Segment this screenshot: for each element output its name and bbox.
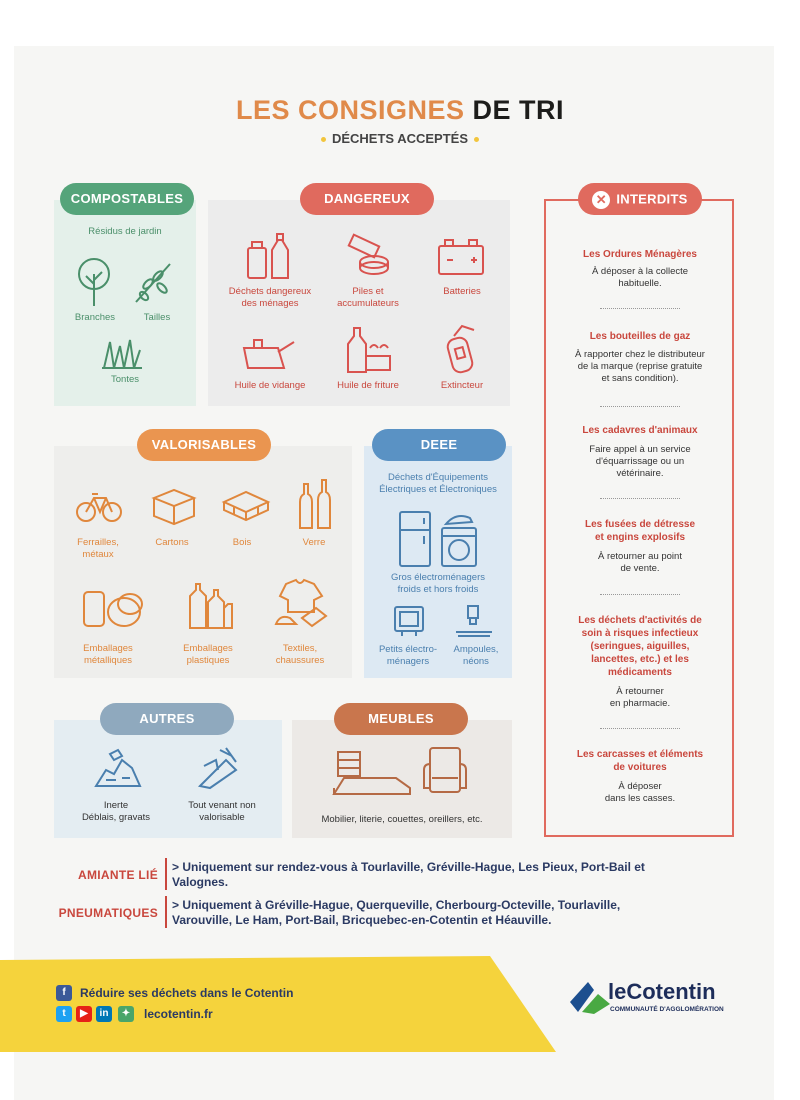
meubles-title: MEUBLES [334,703,468,735]
compostables-item-tailles: Tailles [143,312,171,323]
deee-subtitle-line2: Électriques et Électroniques [379,484,497,495]
branch-icon [132,258,176,306]
valorisables-item-6-line2: plastiques [186,655,230,666]
interdits-item-2-head: Les bouteilles de gaz [589,331,691,342]
frying-oil-icon [340,322,396,374]
interdits-item-6-head2: de voitures [613,762,667,773]
interdits-item-5-head3: (seringues, aiguilles, [590,641,690,652]
pneumatiques-divider [165,896,167,928]
dangereux-item-1-line1: Déchets dangereux [228,286,312,297]
cardboard-icon [148,480,198,528]
bulb-icon [454,602,494,638]
interdits-item-3-text1: Faire appel à un service [589,444,691,455]
meubles-caption: Mobilier, literie, couettes, oreillers, etc. [321,814,483,825]
deee-item-1-line1: Gros électroménagers [391,572,485,583]
lecotentin-logo-subtitle: COMMUNAUTÉ D'AGGLOMÉRATION [610,1006,724,1013]
dangereux-item-4-line1: Huile de vidange [234,380,306,391]
interdits-item-4-text1: À retourner au point [598,551,682,562]
valorisables-item-5-line1: Emballages [83,643,133,654]
interdits-separator [600,308,680,309]
extinguisher-icon [440,320,480,376]
deee-subtitle-line1: Déchets d'Équipements [387,472,489,483]
amiante-divider [165,858,167,890]
dangereux-item-5-line1: Huile de friture [337,380,399,391]
twitter-icon[interactable]: t [56,1006,72,1022]
autres-item-1-line2: Déblais, gravats [81,812,151,823]
page-title: LES CONSIGNES DE TRI [235,95,565,125]
youtube-icon[interactable]: ▶ [76,1006,92,1022]
interdits-item-2-text2: de la marque (reprise gratuite [577,361,703,372]
interdits-item-5-head4: lancettes, etc.) et les [591,654,689,665]
interdits-item-3-text2: d'équarrissage ou un [595,456,685,467]
plastic-bottles-icon [186,580,234,630]
bicycle-icon [76,488,122,524]
deee-title: DEEE [372,429,506,461]
facebook-icon[interactable]: f [56,985,72,1001]
interdits-item-2-text1: À rapporter chez le distributeur [575,349,705,360]
interdits-item-6-text1: À déposer [618,781,662,792]
batteries-icon [344,230,394,280]
compostables-title: COMPOSTABLES [60,183,194,215]
interdits-separator [600,406,680,407]
compostables-item-tontes: Tontes [111,374,139,385]
small-appliance-icon [392,604,426,638]
amiante-label: AMIANTE LIÉ [78,868,158,882]
interdits-item-5-head2: soin à risques infectieux [581,628,699,639]
interdits-item-1-text1: À déposer à la collecte [591,266,689,277]
grass-icon [100,336,144,370]
interdits-item-5-text2: en pharmacie. [609,698,671,709]
interdits-title-pill: ✕ INTERDITS [578,183,702,215]
valorisables-item-1-line1: Ferrailles, [77,537,119,548]
page-subtitle: DÉCHETS ACCEPTÉS [0,131,800,146]
tree-icon [73,254,115,308]
interdits-item-5-head1: Les déchets d'activités de [578,615,702,626]
interdits-item-4-head1: Les fusées de détresse [584,519,696,530]
valorisables-item-4-line1: Verre [302,537,326,548]
linkedin-icon[interactable]: in [96,1006,112,1022]
app-icon[interactable]: ✦ [118,1006,134,1022]
valorisables-item-7-line2: chaussures [275,655,325,666]
interdits-item-5-text1: À retourner [616,686,664,697]
lecotentin-logo-icon [566,978,612,1016]
dangereux-title: DANGEREUX [300,183,434,215]
rubble-icon [92,748,144,790]
interdits-item-6-text2: dans les casses. [604,793,676,804]
interdits-item-6-head1: Les carcasses et éléments [576,749,704,760]
hazard-bottles-icon [242,230,294,282]
armchair-icon [420,744,468,796]
lecotentin-logo-text: leCotentin [608,979,716,1004]
valorisables-item-1-line2: métaux [82,549,114,560]
valorisables-title: VALORISABLES [137,429,271,461]
interdits-item-1-head: Les Ordures Ménagères [583,249,697,260]
dangereux-item-3-line1: Batteries [443,286,481,297]
interdits-item-4-text2: de vente. [620,563,660,574]
pneumatiques-label: PNEUMATIQUES [58,906,158,920]
bed-icon [330,748,414,798]
dangereux-item-6-line1: Extincteur [440,380,484,391]
valorisables-item-5-line2: métalliques [83,655,133,666]
interdits-separator [600,728,680,729]
interdits-item-3-text3: vétérinaire. [616,468,664,479]
pneumatiques-text-line1: > Uniquement à Gréville-Hague, Querqueville, Cherbourg-Octeville, Tourlaville, [172,898,621,912]
dangereux-item-1-line2: des ménages [241,298,299,309]
pallet-icon [220,488,272,524]
interdits-item-2-text3: et sans condition). [601,373,679,384]
cans-icon [80,584,146,630]
interdits-separator [600,594,680,595]
deee-item-2-line2: ménagers [386,656,430,667]
interdits-item-4-head2: et engins explosifs [594,532,686,543]
interdits-item-5-head5: médicaments [608,667,672,678]
autres-item-2-line1: Tout venant non [188,800,256,811]
deee-item-1-line2: froids et hors froids [397,584,479,595]
compostables-subtitle: Résidus de jardin [88,226,162,237]
deee-item-3-line2: néons [463,656,489,667]
valorisables-item-2-line1: Cartons [155,537,189,548]
appliances-icon [396,508,480,568]
interdits-item-3-head: Les cadavres d'animaux [582,425,698,436]
dangereux-item-2-line1: Piles et [352,286,384,297]
compostables-item-branches: Branches [74,312,116,323]
facebook-text[interactable]: Réduire ses déchets dans le Cotentin [80,986,294,1000]
website-link[interactable]: lecotentin.fr [144,1007,213,1021]
deee-item-3-line1: Ampoules, [453,644,499,655]
amiante-text-line2: Valognes. [172,875,229,889]
yellow-banner [0,956,560,1052]
oil-can-icon [238,332,296,372]
amiante-text-line1: > Uniquement sur rendez-vous à Tourlaville, Gréville-Hague, Les Pieux, Port-Bail et [172,860,645,874]
car-battery-icon [436,236,486,278]
misc-waste-icon [196,746,244,790]
valorisables-item-7-line1: Textiles, [282,643,318,654]
interdits-item-1-text2: habituelle. [618,278,662,289]
dangereux-item-2-line2: accumulateurs [337,298,399,309]
pneumatiques-text-line2: Varouville, Le Ham, Port-Bail, Bricquebec-en-Cotentin et Héauville. [172,913,552,927]
autres-title: AUTRES [100,703,234,735]
autres-item-2-line2: valorisable [199,812,245,823]
valorisables-item-3-line1: Bois [232,537,252,548]
forbidden-icon: ✕ [592,191,610,209]
glass-bottles-icon [294,478,336,530]
textiles-icon [272,578,330,630]
autres-item-1-line1: Inerte [103,800,129,811]
valorisables-item-6-line1: Emballages [183,643,233,654]
deee-item-2-line1: Petits électro- [378,644,438,655]
interdits-separator [600,498,680,499]
